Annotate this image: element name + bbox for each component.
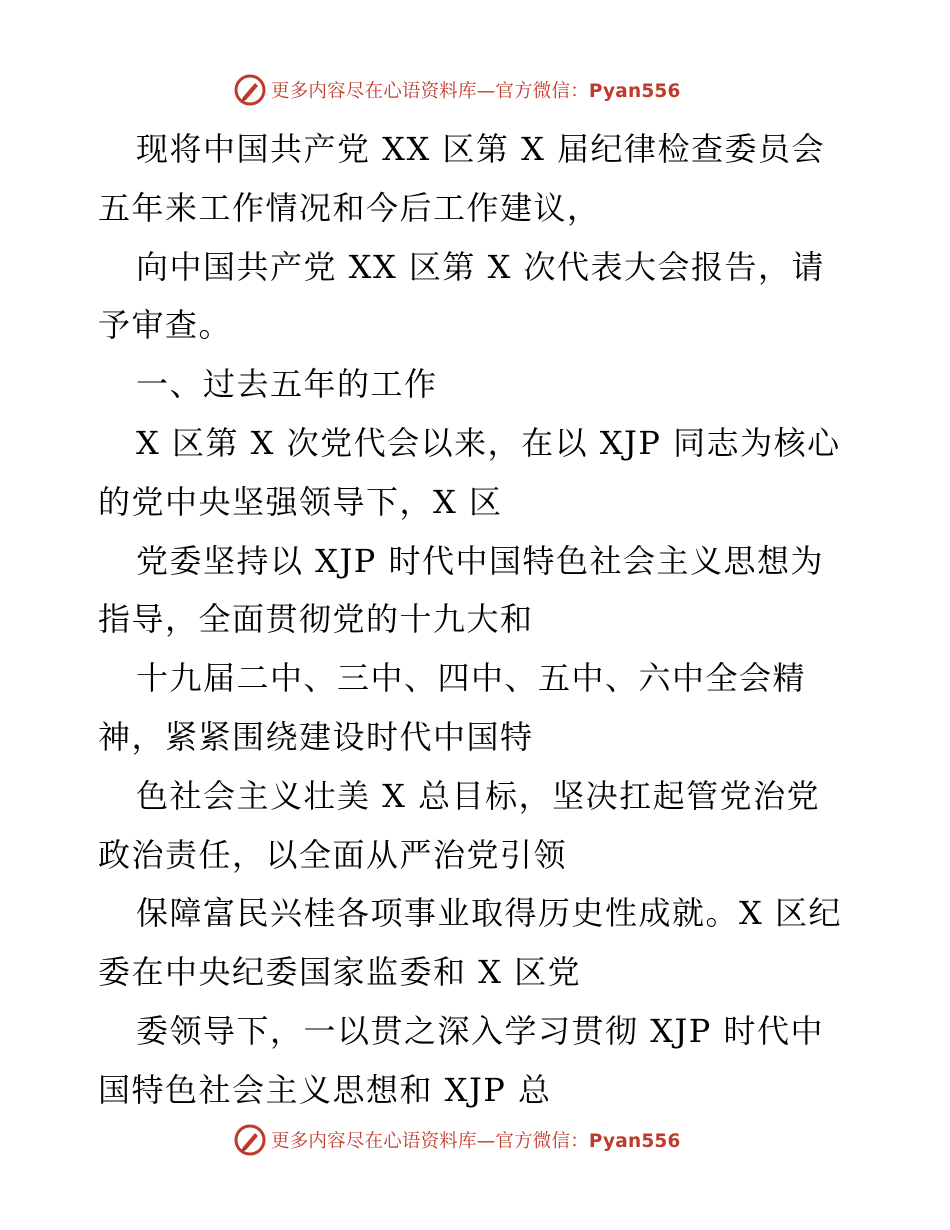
watermark-official-label: 官方微信： — [495, 81, 589, 102]
body-line: 向中国共产党 XX 区第 X 次代表大会报告，请 — [136, 247, 826, 286]
pen-logo-icon — [233, 73, 267, 107]
body-line: 现将中国共产党 XX 区第 X 届纪律检查委员会 — [136, 130, 826, 168]
watermark-library-text: 更多内容尽在心语资料库 — [271, 81, 477, 102]
body-line: 色社会主义壮美 X 总目标，坚决扛起管党治党 — [136, 776, 821, 815]
watermark-separator: — — [476, 81, 496, 102]
body-line: 的党中央坚强领导下，X 区 — [98, 482, 503, 521]
body-line: X 区第 X 次党代会以来，在以 XJP 同志为核心 — [136, 423, 841, 462]
body-line: 予审查。 — [98, 306, 233, 345]
body-line: 政治责任，以全面从严治党引领 — [98, 835, 568, 874]
body-line: 神，紧紧围绕建设时代中国特 — [98, 717, 534, 756]
pen-logo-icon — [233, 1123, 267, 1157]
body-line: 保障富民兴桂各项事业取得历史性成就。X 区纪 — [136, 894, 842, 933]
body-line: 五年来工作情况和今后工作建议， — [98, 188, 601, 227]
header-watermark — [233, 72, 681, 108]
footer-watermark — [233, 1122, 681, 1158]
body-line: 委领导下，一以贯之深入学习贯彻 XJP 时代中 — [136, 1011, 824, 1050]
body-line: 指导，全面贯彻党的十九大和 — [98, 600, 534, 639]
watermark-official-label: 官方微信： — [495, 1131, 589, 1152]
body-line: 委在中央纪委国家监委和 X 区党 — [98, 953, 582, 992]
watermark-account: Pyan556 — [588, 81, 681, 102]
watermark-account: Pyan556 — [588, 1131, 681, 1152]
watermark-library-text: 更多内容尽在心语资料库 — [271, 1131, 477, 1152]
body-line: 十九届二中、三中、四中、五中、六中全会精 — [136, 659, 807, 698]
body-line: 国特色社会主义思想和 XJP 总 — [98, 1070, 552, 1109]
watermark-text — [271, 77, 681, 103]
watermark-separator: — — [476, 1131, 496, 1152]
body-line: 党委坚持以 XJP 时代中国特色社会主义思想为 — [136, 541, 824, 580]
document-body — [98, 120, 858, 1120]
section-heading: 一、过去五年的工作 — [136, 365, 438, 404]
watermark-text — [271, 1127, 681, 1153]
